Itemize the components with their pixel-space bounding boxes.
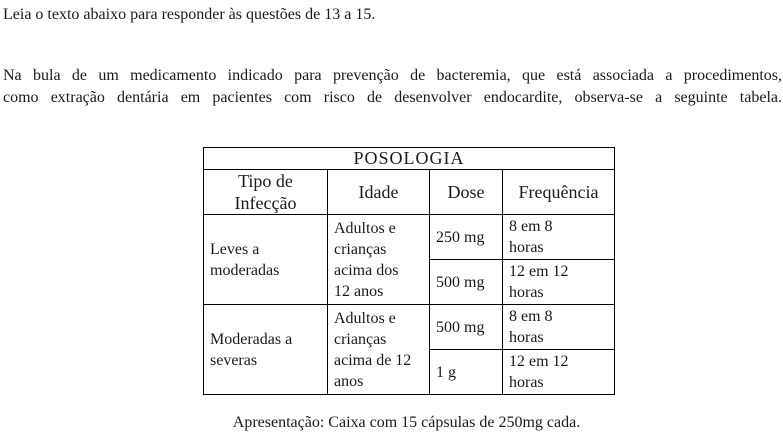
intro-instruction-text: Leia o texto abaixo para responder às questões de 13 a 15. xyxy=(3,6,376,23)
posologia-table xyxy=(203,147,615,395)
cell-frequencia: 12 em 12 horas xyxy=(503,350,615,395)
cell-idade: Adultos e crianças acima dos 12 anos xyxy=(328,215,430,305)
cell-frequencia: 12 em 12 horas xyxy=(503,260,615,305)
paragraph-line: Na bula de um medicamento indicado para prevenção de bacteremia, que está associada a procedimentos, xyxy=(3,67,782,84)
col-header-tipo-infeccao: Tipo de Infecção xyxy=(204,170,328,215)
cell-dose: 500 mg xyxy=(430,305,503,350)
cell-idade: Adultos e crianças acima de 12 anos xyxy=(328,305,430,395)
table-title-row xyxy=(204,148,615,170)
cell-dose: 1 g xyxy=(430,350,503,395)
table-title: POSOLOGIA xyxy=(204,148,615,170)
cell-dose: 250 mg xyxy=(430,215,503,260)
table-header-row xyxy=(204,170,615,215)
col-header-dose: Dose xyxy=(430,170,503,215)
table-row xyxy=(204,305,615,350)
col-header-frequencia: Frequência xyxy=(503,170,615,215)
table-row xyxy=(204,215,615,260)
cell-dose: 500 mg xyxy=(430,260,503,305)
paragraph-line: como extração dentária em pacientes com risco de desenvolver endocardite, observa-se a seguinte tabela. xyxy=(3,89,782,106)
col-header-idade: Idade xyxy=(328,170,430,215)
cell-frequencia: 8 em 8 horas xyxy=(503,305,615,350)
table-caption-apresentacao: Apresentação: Caixa com 15 cápsulas de 250mg cada. xyxy=(232,414,581,431)
cell-frequencia: 8 em 8 horas xyxy=(503,215,615,260)
cell-tipo-infeccao: Moderadas a severas xyxy=(204,305,328,395)
cell-tipo-infeccao: Leves a moderadas xyxy=(204,215,328,305)
context-paragraph xyxy=(0,65,783,109)
